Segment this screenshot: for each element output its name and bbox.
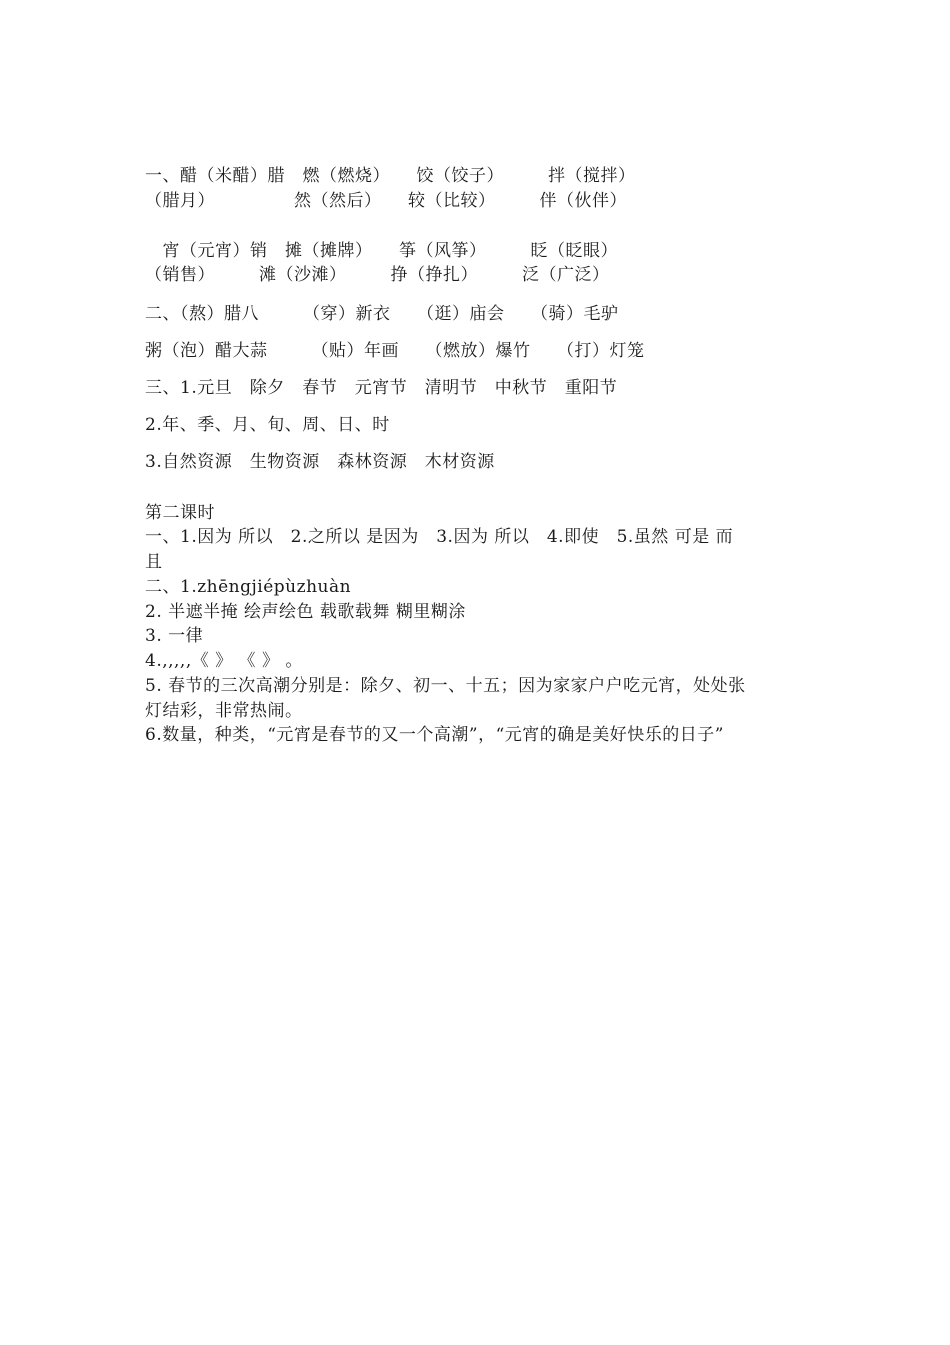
answer-line-3-3: 3.自然资源 生物资源 森林资源 木材资源	[145, 452, 495, 472]
lesson2-line-2: 且	[145, 552, 163, 572]
lesson2-line-9: 6.数量，种类，“元宵是春节的又一个高潮”，“元宵的确是美好快乐的日子”	[145, 725, 724, 745]
answer-line-1-2: （腊月） 然（然后） 较（比较） 伴（伙伴）	[145, 191, 627, 211]
answer-line-2-2: 粥（泡）醋大蒜 （贴）年画 （燃放）爆竹 （打）灯笼	[145, 341, 645, 361]
lesson2-line-1: 一、1.因为 所以 2.之所以 是因为 3.因为 所以 4.即使 5.虽然 可是 而	[145, 527, 734, 547]
lesson2-line-3: 二、1.zhēngjiépùzhuàn	[145, 577, 352, 597]
section-title: 第二课时	[145, 503, 215, 523]
answer-line-3-2: 2.年、季、月、旬、周、日、时	[145, 415, 390, 435]
answer-line-3-1: 三、1.元旦 除夕 春节 元宵节 清明节 中秋节 重阳节	[145, 378, 618, 398]
answer-line-1-3: 宵（元宵）销 摊（摊牌） 筝（风筝） 眨（眨眼）	[145, 241, 618, 261]
answer-line-2-1: 二、（熬）腊八 （穿）新衣 （逛）庙会 （骑）毛驴	[145, 304, 619, 324]
lesson2-line-7: 5. 春节的三次高潮分别是：除夕、初一、十五；因为家家户户吃元宵，处处张	[145, 676, 746, 696]
lesson2-line-6: 4.,,,,,《 》 《 》 。	[145, 651, 303, 671]
answer-line-1-1: 一、醋（米醋）腊 燃（燃烧） 饺（饺子） 拌（搅拌）	[145, 166, 636, 186]
lesson2-line-8: 灯结彩，非常热闹。	[145, 701, 303, 721]
lesson2-line-4: 2. 半遮半掩 绘声绘色 载歌载舞 糊里糊涂	[145, 602, 466, 622]
lesson2-line-5: 3. 一律	[145, 626, 204, 646]
answer-line-1-4: （销售） 滩（沙滩） 挣（挣扎） 泛（广泛）	[145, 265, 610, 285]
